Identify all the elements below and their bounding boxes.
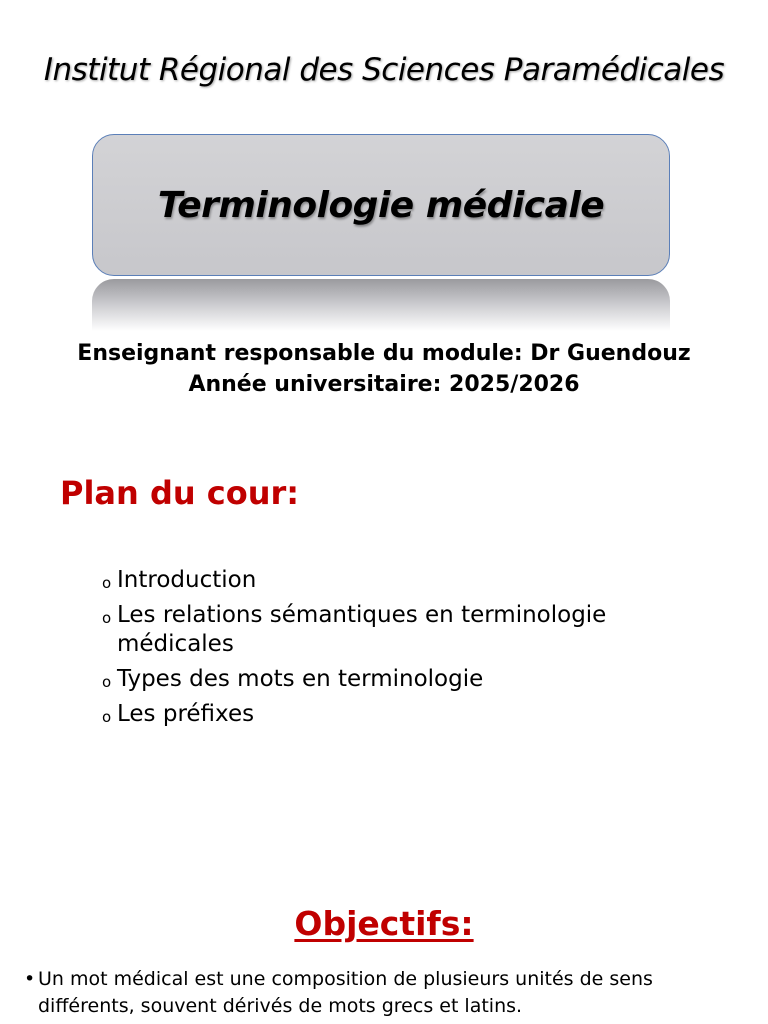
plan-item-label: Types des mots en terminologie [117,666,484,692]
institution-title: Institut Régional des Sciences Paramédicales [43,52,725,88]
objectives-heading-label: Objectifs: [294,904,474,943]
bullet-o-icon: o [102,574,112,592]
plan-item-label: Introduction [117,567,257,593]
plan-heading: Plan du cour: [60,474,300,512]
plan-item [102,601,722,659]
year-line: Année universitaire: 2025/2026 [188,372,580,397]
bullet-o-icon: o [102,609,112,627]
title-box-reflection [92,279,670,331]
objectives-item [24,966,744,1020]
course-title-box [92,134,670,276]
objectives-text: Un mot médical est une composition de plusieurs unités de sens différents, souvent dérivés de mots grecs et latins. [38,968,653,1017]
plan-item [102,566,722,595]
bullet-o-icon: o [102,673,112,691]
teacher-line: Enseignant responsable du module: Dr Guendouz [77,341,691,366]
course-info [0,338,768,400]
plan-item [102,700,722,729]
objectives-heading [0,904,768,943]
bullet-dot-icon: • [24,968,36,990]
bullet-o-icon: o [102,708,112,726]
plan-list [102,566,722,735]
course-title: Terminologie médicale [157,184,605,226]
plan-item-label: Les préfixes [117,701,255,727]
plan-item-label: Les relations sémantiques en terminologie médicales [117,602,607,657]
plan-item [102,665,722,694]
